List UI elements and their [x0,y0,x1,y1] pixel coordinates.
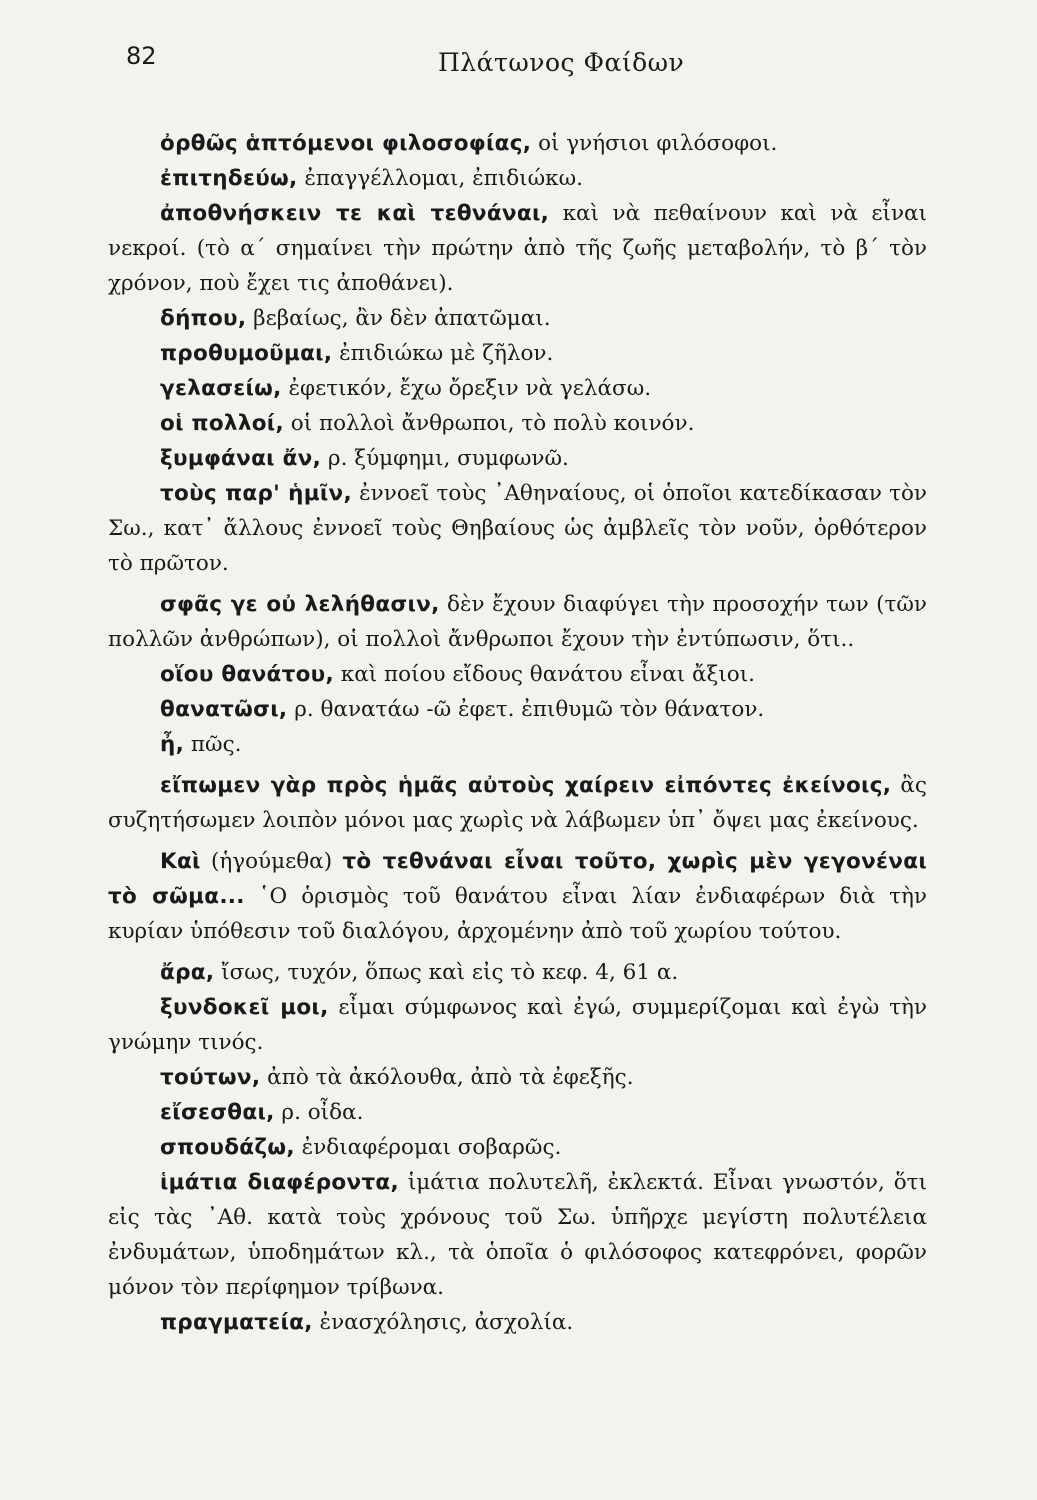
entry-definition: ἴσως, τυχόν, ὅπως καὶ εἰς τὸ κεφ. 4, 61 α. [214,960,679,985]
entry-term: ἦ, [160,732,185,757]
running-head [108,42,927,92]
glossary-entry [108,1060,927,1095]
glossary-entry [108,371,927,406]
entry-term: γελασείω, [160,376,282,401]
entry-term: πραγματεία, [160,1310,313,1335]
entry-term: εἴπωμεν γὰρ πρὸς ἡμᾶς αὐτοὺς χαίρειν εἰπόντες ἐκείνοις, [160,773,892,798]
entry-term-continued: τὸ τεθνάναι εἶναι τοῦτο, χωρὶς μὲν γεγονέναι τὸ σῶμα... [108,849,927,909]
glossary-entry [108,844,927,949]
glossary-entry [108,768,927,838]
entry-definition-continued: ῾Ο ὁρισμὸς τοῦ θανάτου εἶναι λίαν ἐνδιαφέρων διὰ τὴν κυρίαν ὑπόθεσιν τοῦ διαλόγου, ἀρχομένην ἀπὸ τοῦ χωρίου τούτου. [108,884,927,944]
glossary-entry [108,955,927,990]
entry-definition: βεβαίως, ἂν δὲν ἀπατῶμαι. [246,306,551,331]
glossary-entry [108,990,927,1060]
glossary-entry [108,476,927,581]
glossary-entry [108,1095,927,1130]
glossary-entry [108,727,927,762]
glossary-entry [108,1305,927,1340]
entry-definition: οἱ γνήσιοι φιλόσοφοι. [531,131,778,156]
entry-term: ἀποθνήσκειν τε καὶ τεθνάναι, [160,201,550,226]
entry-definition: ρ. οἶδα. [274,1100,364,1125]
entry-definition: ἂς συζητήσωμεν λοιπὸν μόνοι μας χωρὶς νὰ λάβωμεν ὑπ᾿ ὄψει μας ἐκείνους. [108,773,927,833]
entry-definition: ἐφετικόν, ἔχω ὄρεξιν νὰ γελάσω. [281,376,652,401]
glossary-entries [108,126,927,1340]
entry-definition: δὲν ἔχουν διαφύγει τὴν προσοχήν των (τῶν πολλῶν ἀνθρώπων), οἱ πολλοὶ ἄνθρωποι ἔχουν τὴν ἐντύπωσιν, ὅτι.. [108,592,928,652]
entry-definition: ἐνδιαφέρομαι σοβαρῶς. [294,1135,562,1160]
glossary-entry [108,406,927,441]
entry-term: ἄρα, [160,960,215,985]
glossary-entry [108,126,927,161]
entry-term: εἴσεσθαι, [160,1100,275,1125]
entry-definition: καὶ νὰ πεθαίνουν καὶ νὰ εἶναι νεκροί. (τὸ α΄ σημαίνει τὴν πρώτην ἀπὸ τῆς ζωῆς μεταβολήν, τὸ β΄ τὸν χρόνον, ποὺ ἔχει τις ἀποθάνει). [108,201,927,296]
entry-definition: οἱ πολλοὶ ἄνθρωποι, τὸ πολὺ κοινόν. [283,411,695,436]
entry-term: σφᾶς γε οὐ λελήθασιν, [160,592,440,617]
glossary-entry [108,161,927,196]
entry-definition: καὶ ποίου εἴδους θανάτου εἶναι ἄξιοι. [333,662,755,687]
glossary-entry [108,587,927,657]
entry-definition: πῶς. [184,732,242,757]
entry-definition: ἐννοεῖ τοὺς ᾿Αθηναίους, οἱ ὁποῖοι κατεδίκασαν τὸν Σω., κατ᾿ ἄλλους ἐννοεῖ τοὺς Θηβαίους ὡς ἀμβλεῖς τὸν νοῦν, ὀρθότερον τὸ πρῶτον. [108,481,927,576]
page-number: 82 [126,42,157,70]
glossary-entry [108,692,927,727]
entry-term: τοὺς παρ' ἡμῖν, [160,481,352,506]
book-title: Πλάτωνος Φαίδων [438,48,685,77]
entry-term: οἱ πολλοί, [160,411,284,436]
glossary-entry [108,301,927,336]
entry-definition: ρ. ξύμφημι, συμφωνῶ. [321,446,569,471]
entry-term: ξυνδοκεῖ μοι, [160,995,329,1020]
entry-term: δήπου, [160,306,247,331]
entry-definition: (ἡγούμεθα) [200,849,343,874]
glossary-entry [108,196,927,301]
entry-term: ἱμάτια διαφέροντα, [160,1170,399,1195]
glossary-entry [108,1130,927,1165]
entry-term: ξυμφάναι ἄν, [160,446,322,471]
entry-term: ἐπιτηδεύω, [160,166,298,191]
entry-definition: ἐνασχόλησις, ἀσχολία. [312,1310,574,1335]
entry-term: σπουδάζω, [160,1135,295,1160]
glossary-entry [108,657,927,692]
glossary-entry [108,336,927,371]
entry-definition: ρ. θανατάω -ῶ ἐφετ. ἐπιθυμῶ τὸν θάνατον. [287,697,765,722]
entry-definition: ἀπὸ τὰ ἀκόλουθα, ἀπὸ τὰ ἐφεξῆς. [260,1065,634,1090]
entry-definition: εἶμαι σύμφωνος καὶ ἐγώ, συμμερίζομαι καὶ ἐγὼ τὴν γνώμην τινός. [108,995,927,1055]
entry-term: οἵου θανάτου, [160,662,334,687]
entry-term: προθυμοῦμαι, [160,341,333,366]
entry-definition: ἐπιδιώκω μὲ ζῆλον. [332,341,554,366]
entry-definition: ἱμάτια πολυτελῆ, ἐκλεκτά. Εἶναι γνωστόν, ὅτι εἰς τὰς ᾿Αθ. κατὰ τοὺς χρόνους τοῦ Σω. ὑπῆρχε μεγίστη πολυτέλεια ἐνδυμάτων, ὑποδημάτων κλ., τὰ ὁποῖα ὁ φιλόσοφος κατεφρόνει, φορῶν μόνον τὸν περίφημον τρίβωνα. [108,1170,927,1300]
entry-term: τούτων, [160,1065,261,1090]
entry-term: θανατῶσι, [160,697,288,722]
entry-term: ὀρθῶς ἁπτόμενοι φιλοσοφίας, [160,131,532,156]
glossary-entry [108,441,927,476]
entry-definition: ἐπαγγέλλομαι, ἐπιδιώκω. [297,166,583,191]
entry-term: Καὶ [160,849,201,874]
glossary-entry [108,1165,927,1305]
